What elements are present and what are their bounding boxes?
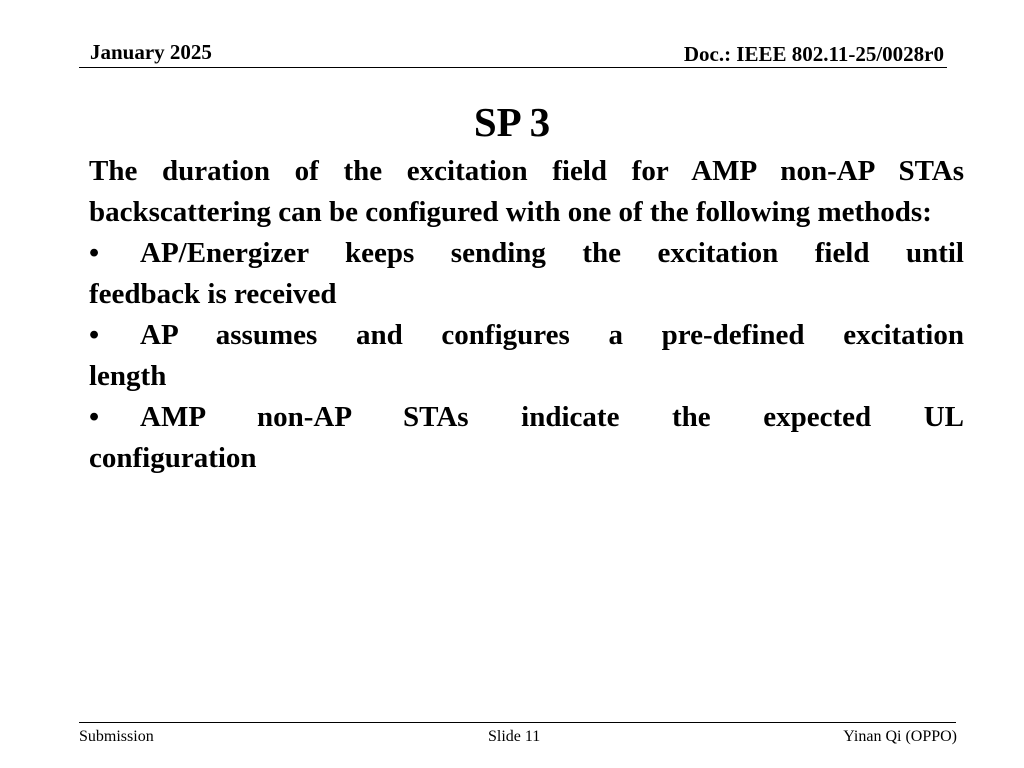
bullet-symbol: • [89, 401, 100, 433]
bullet-item [89, 397, 964, 479]
bullet-text-line2: length [89, 360, 167, 392]
footer-divider [79, 722, 956, 723]
bullet-symbol: • [89, 319, 100, 351]
bullet-item [89, 233, 964, 315]
bullet-text-line1: AP/Energizer keeps sending the excitation field until [140, 237, 964, 269]
footer-slide-number: Slide 11 [488, 728, 541, 745]
footer-submission: Submission [79, 728, 154, 745]
header-date: January 2025 [90, 40, 212, 64]
bullet-text-line1: AMP non-AP STAs indicate the expected UL [140, 401, 964, 433]
header-divider [79, 67, 947, 68]
bullet-item [89, 315, 964, 397]
bullet-symbol: • [89, 237, 100, 269]
slide-body [89, 151, 964, 479]
bullet-text-line2: feedback is received [89, 278, 337, 310]
bullet-text-line1: AP assumes and configures a pre-defined excitation [140, 319, 964, 351]
bullet-text-line2: configuration [89, 442, 257, 474]
slide-title: SP 3 [473, 99, 551, 145]
footer-author: Yinan Qi (OPPO) [843, 728, 957, 745]
intro-paragraph: The duration of the excitation field for AMP non-AP STAs backscattering can be configured with one of the following methods: [89, 155, 964, 228]
header-doc-id: Doc.: IEEE 802.11-25/0028r0 [683, 42, 944, 66]
